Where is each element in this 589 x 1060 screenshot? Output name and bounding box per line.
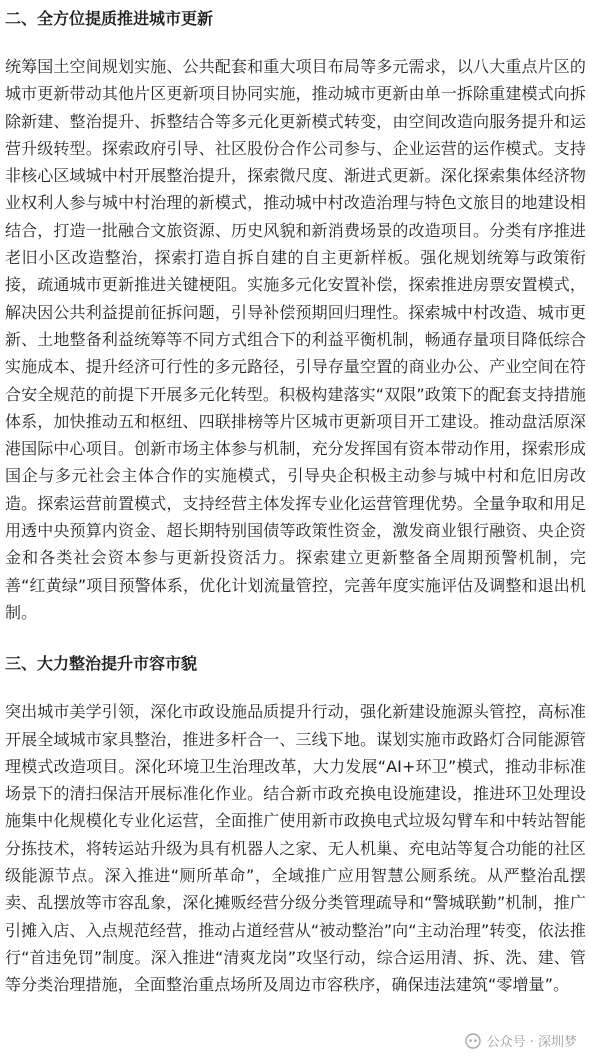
wechat-official-account-icon (465, 1033, 481, 1049)
section-body-renewal: 统筹国土空间规划实施、公共配套和重大项目布局等多元需求，以八大重点片区的城市更新带动其他片区更新项目协同实施，推动城市更新由单一拆除重建模式向拆除新建、整治提升、拆整结合等多元化更新模式转变，由空间改造向服务提升和运营升级转型。探索政府引导、社区股份合作公司参与、企业运营的运作模式。支持非核心区域城中村开展整治提升，探索微尺度、渐进式更新。深化探索集体经济物业权利人参与城中村治理的新模式，推动城中村改造治理与特色文旅目的地建设相结合，打造一批融合文旅资源、历史风貌和新消费场景的改造项目。分类有序推进老旧小区改造整治，探索打造自拆自建的自主更新样板。强化规划统筹与政策衔接，疏通城市更新推进关键梗阻。实施多元化安置补偿，探索推进房票安置模式，解决因公共利益提前征拆问题，引导补偿预期回归理性。探索城中村改造、城市更新、土地整备利益统筹等不同方式组合下的利益平衡机制，畅通存量项目降低综合实施成本、提升经济可行性的多元路径，引导存量空置的商业办公、产业空间在符合安全规范的前提下开展多元化转型。积极构建落实“双限”政策下的配套支持措施体系，加快推动五和枢纽、四联排榜等片区城市更新项目开工建设。推动盘活原深港国际中心项目。创新市场主体参与机制，充分发挥国有资本带动作用，探索形成国企与多元社会主体合作的实施模式，引导央企积极主动参与城中村和危旧房改造。探索运营前置模式，支持经营主体发挥专业化运营管理优势。全量争取和用足用透中央预算内资金、超长期特别国债等政策性资金，激发商业银行融资、央企资金和各类社会资本参与更新投资活力。探索建立更新整备全周期预警机制，完善“红黄绿”项目预警体系，优化计划流量管控，完善年度实施评估及调整和退出机制。 (5, 57, 586, 622)
section-title-renewal: 二、全方位提质推进城市更新 (5, 9, 214, 28)
section-body-cityscape: 突出城市美学引领，深化市政设施品质提升行动，强化新建设施源头管控，高标准开展全域城市家具整治，推进多杆合一、三线下地。谋划实施市政路灯合同能源管理模式改造项目。深化环境卫生治理改革，大力发展“AI+环卫”模式，推动非标准场景下的清扫保洁开展标准化作业。结合新市政充换电设施建设，推进环卫处理设施集中化规模化专业化运营，全面推广使用新市政换电式垃圾勾臂车和中转站智能分拣技术，将转运站升级为具有机器人之家、无人机巢、充电站等复合功能的社区级能源节点。深入推进“厕所革命”，全域推广应用智慧公厕系统。从严整治乱摆卖、乱摆放等市容乱象，深化摊贩经营分级分类管理疏导和“警城联勤”机制，推广引摊入店、入点规范经营，推动占道经营从“被动整治”向“主动治理”转变，依法推行“首违免罚”制度。深入推进“清爽龙岗”攻坚行动，综合运用清、拆、洗、建、管等分类治理措施，全面整治重点场所及周边市容秩序，确保违法建筑“零增量”。 (5, 702, 586, 995)
watermark (465, 1031, 577, 1050)
article (5, 0, 586, 999)
watermark-text: 公众号 · 深圳梦 (486, 1035, 577, 1050)
section-title-cityscape: 三、大力整治提升市容市貌 (5, 654, 198, 674)
